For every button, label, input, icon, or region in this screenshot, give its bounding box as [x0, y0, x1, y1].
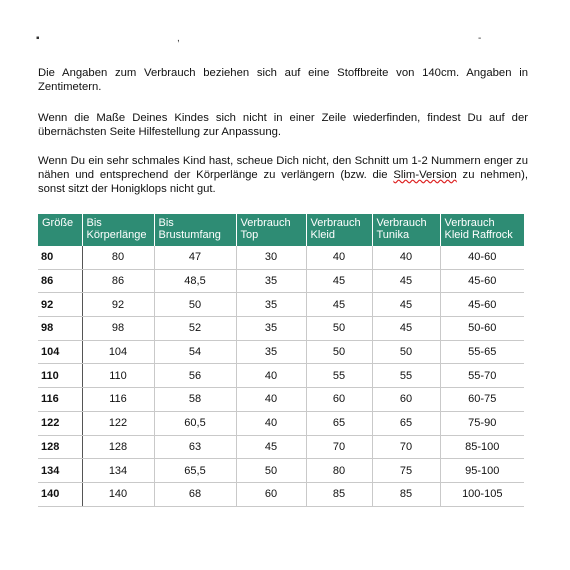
table-cell: 35: [236, 293, 306, 317]
paragraph-slim-text-2: zu nehmen), sonst sitzt der Honigklops nicht gut.: [38, 169, 528, 195]
table-cell: 134: [82, 459, 154, 483]
table-row: [38, 411, 524, 435]
paragraph-slim-child: [38, 154, 528, 196]
size-cell: 104: [38, 340, 82, 364]
table-header-cell: Verbrauch Tunika: [372, 214, 440, 246]
table-cell: 58: [154, 388, 236, 412]
table-row: [38, 293, 524, 317]
table-row: [38, 435, 524, 459]
size-cell: 140: [38, 482, 82, 506]
size-cell: 122: [38, 411, 82, 435]
table-cell: 95-100: [440, 459, 524, 483]
table-cell: 63: [154, 435, 236, 459]
table-row: [38, 340, 524, 364]
table-cell: 104: [82, 340, 154, 364]
table-cell: 75-90: [440, 411, 524, 435]
table-cell: 140: [82, 482, 154, 506]
table-cell: 50: [372, 340, 440, 364]
table-cell: 56: [154, 364, 236, 388]
table-cell: 40-60: [440, 246, 524, 269]
table-cell: 50: [306, 317, 372, 341]
table-cell: 45: [306, 269, 372, 293]
table-row: [38, 364, 524, 388]
size-cell: 92: [38, 293, 82, 317]
cropped-text-line: ▪ , -: [36, 34, 482, 44]
table-header-cell: Größe: [38, 214, 82, 246]
table-cell: 55-65: [440, 340, 524, 364]
table-cell: 35: [236, 269, 306, 293]
table-cell: 50: [306, 340, 372, 364]
table-row: [38, 482, 524, 506]
table-cell: 60: [372, 388, 440, 412]
slim-version-link: Slim-Version: [393, 169, 457, 181]
table-cell: 60,5: [154, 411, 236, 435]
table-cell: 50: [236, 459, 306, 483]
size-cell: 98: [38, 317, 82, 341]
table-cell: 122: [82, 411, 154, 435]
table-header-cell: Bis Körperlänge: [82, 214, 154, 246]
size-cell: 128: [38, 435, 82, 459]
table-cell: 40: [372, 246, 440, 269]
size-cell: 116: [38, 388, 82, 412]
table-cell: 40: [236, 364, 306, 388]
table-cell: 45: [306, 293, 372, 317]
table-header-cell: Verbrauch Kleid: [306, 214, 372, 246]
size-cell: 86: [38, 269, 82, 293]
table-cell: 55: [372, 364, 440, 388]
paragraph-size-help: Wenn die Maße Deines Kindes sich nicht in einer Zeile wiederfinden, findest Du auf der übernächsten Seite Hilfestellung zur Anpassung.: [38, 112, 528, 138]
table-header-row: [38, 214, 524, 246]
table-cell: 65,5: [154, 459, 236, 483]
table-cell: 85-100: [440, 435, 524, 459]
table-cell: 92: [82, 293, 154, 317]
table-cell: 52: [154, 317, 236, 341]
table-cell: 45: [372, 293, 440, 317]
table-body: [38, 246, 524, 506]
table-cell: 40: [306, 246, 372, 269]
table-cell: 45-60: [440, 293, 524, 317]
table-cell: 50: [154, 293, 236, 317]
table-cell: 35: [236, 317, 306, 341]
table-row: [38, 388, 524, 412]
table-cell: 48,5: [154, 269, 236, 293]
table-row: [38, 246, 524, 269]
table-cell: 110: [82, 364, 154, 388]
table-cell: 55: [306, 364, 372, 388]
table-cell: 60-75: [440, 388, 524, 412]
table-cell: 75: [372, 459, 440, 483]
table-cell: 45-60: [440, 269, 524, 293]
table-cell: 98: [82, 317, 154, 341]
table-cell: 45: [372, 269, 440, 293]
table-cell: 60: [236, 482, 306, 506]
table-cell: 50-60: [440, 317, 524, 341]
size-cell: 110: [38, 364, 82, 388]
table-cell: 45: [236, 435, 306, 459]
table-cell: 80: [82, 246, 154, 269]
table-cell: 35: [236, 340, 306, 364]
table-row: [38, 317, 524, 341]
table-cell: 30: [236, 246, 306, 269]
table-cell: 55-70: [440, 364, 524, 388]
size-cell: 134: [38, 459, 82, 483]
table-cell: 68: [154, 482, 236, 506]
table-cell: 47: [154, 246, 236, 269]
table-row: [38, 269, 524, 293]
table-cell: 85: [306, 482, 372, 506]
table-cell: 70: [306, 435, 372, 459]
table-cell: 70: [372, 435, 440, 459]
table-header-cell: Bis Brustumfang: [154, 214, 236, 246]
table-cell: 85: [372, 482, 440, 506]
table-cell: 54: [154, 340, 236, 364]
paragraph-fabric-width: Die Angaben zum Verbrauch beziehen sich auf eine Stoffbreite von 140cm. Angaben in Zentimetern.: [38, 67, 528, 93]
table-cell: 40: [236, 388, 306, 412]
table-cell: 60: [306, 388, 372, 412]
size-table: [38, 214, 525, 507]
table-cell: 45: [372, 317, 440, 341]
table-cell: 128: [82, 435, 154, 459]
table-cell: 40: [236, 411, 306, 435]
table-cell: 100-105: [440, 482, 524, 506]
table-cell: 65: [372, 411, 440, 435]
table-header-cell: Verbrauch Kleid Raffrock: [440, 214, 524, 246]
table-cell: 80: [306, 459, 372, 483]
table-row: [38, 459, 524, 483]
table-cell: 65: [306, 411, 372, 435]
table-cell: 86: [82, 269, 154, 293]
size-cell: 80: [38, 246, 82, 269]
table-header-cell: Verbrauch Top: [236, 214, 306, 246]
table-cell: 116: [82, 388, 154, 412]
paragraph-slim-text-1: Wenn Du ein sehr schmales Kind hast, scheue Dich nicht, den Schnitt um 1-2 Nummern enger zu nähen und entsprechend der Körperlänge zu verlängern (bzw. die: [38, 155, 528, 181]
